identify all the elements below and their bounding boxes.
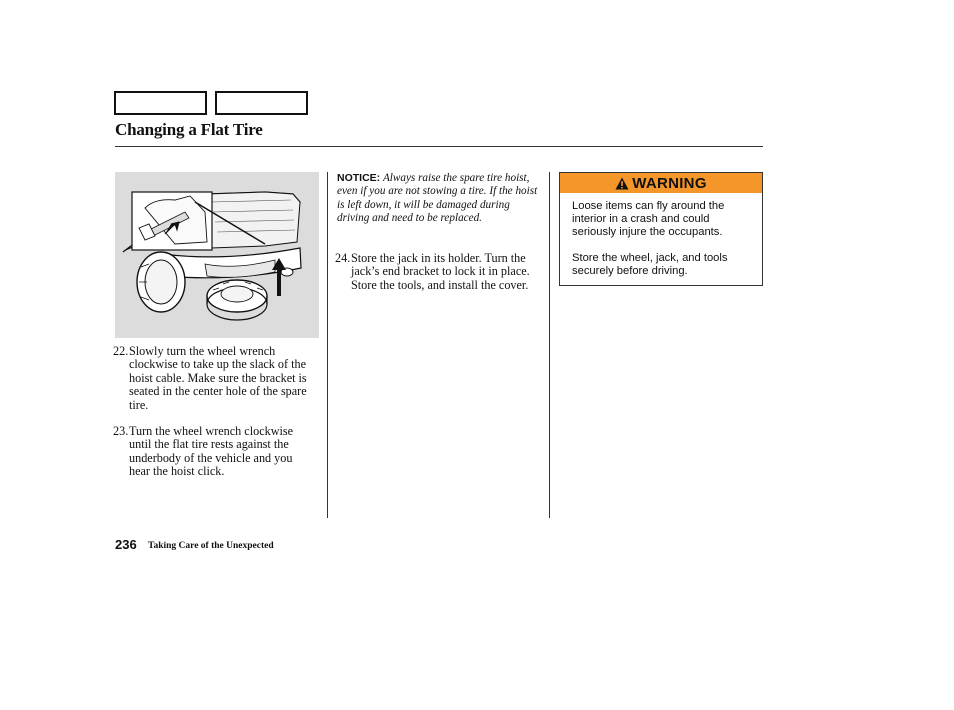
- step-24: [335, 252, 540, 292]
- step-number: 24.: [335, 251, 351, 265]
- step-text: Turn the wheel wrench clockwise until the flat tire rests against the underbody of the vehicle and you hear the hoist click.: [129, 424, 294, 479]
- step-text: Store the jack in its holder. Turn the jack’s end bracket to lock it in place. Store the tools, and install the cover.: [351, 251, 530, 292]
- hoist-illustration: [115, 172, 319, 338]
- step-number: 23.: [113, 424, 129, 438]
- step-22: [113, 345, 313, 412]
- chapter-tab-box: [114, 91, 207, 115]
- page-title: Changing a Flat Tire: [115, 120, 263, 139]
- column-divider: [327, 172, 328, 518]
- warning-box: [559, 172, 763, 286]
- chapter-tab-box: [215, 91, 308, 115]
- page-number: 236: [115, 537, 137, 552]
- notice-block: [337, 172, 543, 225]
- step-23: [113, 425, 313, 479]
- section-name: Taking Care of the Unexpected: [148, 541, 274, 551]
- warning-paragraph: Loose items can fly around the interior in a crash and could seriously injure the occupants.: [572, 200, 725, 238]
- warning-paragraph: Store the wheel, jack, and tools securely before driving.: [572, 252, 728, 277]
- notice-label: NOTICE:: [337, 172, 381, 184]
- step-text: Slowly turn the wheel wrench clockwise to take up the slack of the hoist cable. Make sure the bracket is seated in the center hole of the spare tire.: [129, 344, 307, 412]
- column-divider: [549, 172, 550, 518]
- warning-heading: WARNING: [632, 174, 707, 192]
- notice-text: Always raise the spare tire hoist, even if you are not stowing a tire. If the hoist is left down, it will be damaged during driving and need to be replaced.: [337, 172, 538, 224]
- step-number: 22.: [113, 344, 129, 358]
- warning-triangle-icon: [615, 177, 629, 190]
- warning-header: [560, 173, 762, 193]
- title-divider: [115, 146, 763, 147]
